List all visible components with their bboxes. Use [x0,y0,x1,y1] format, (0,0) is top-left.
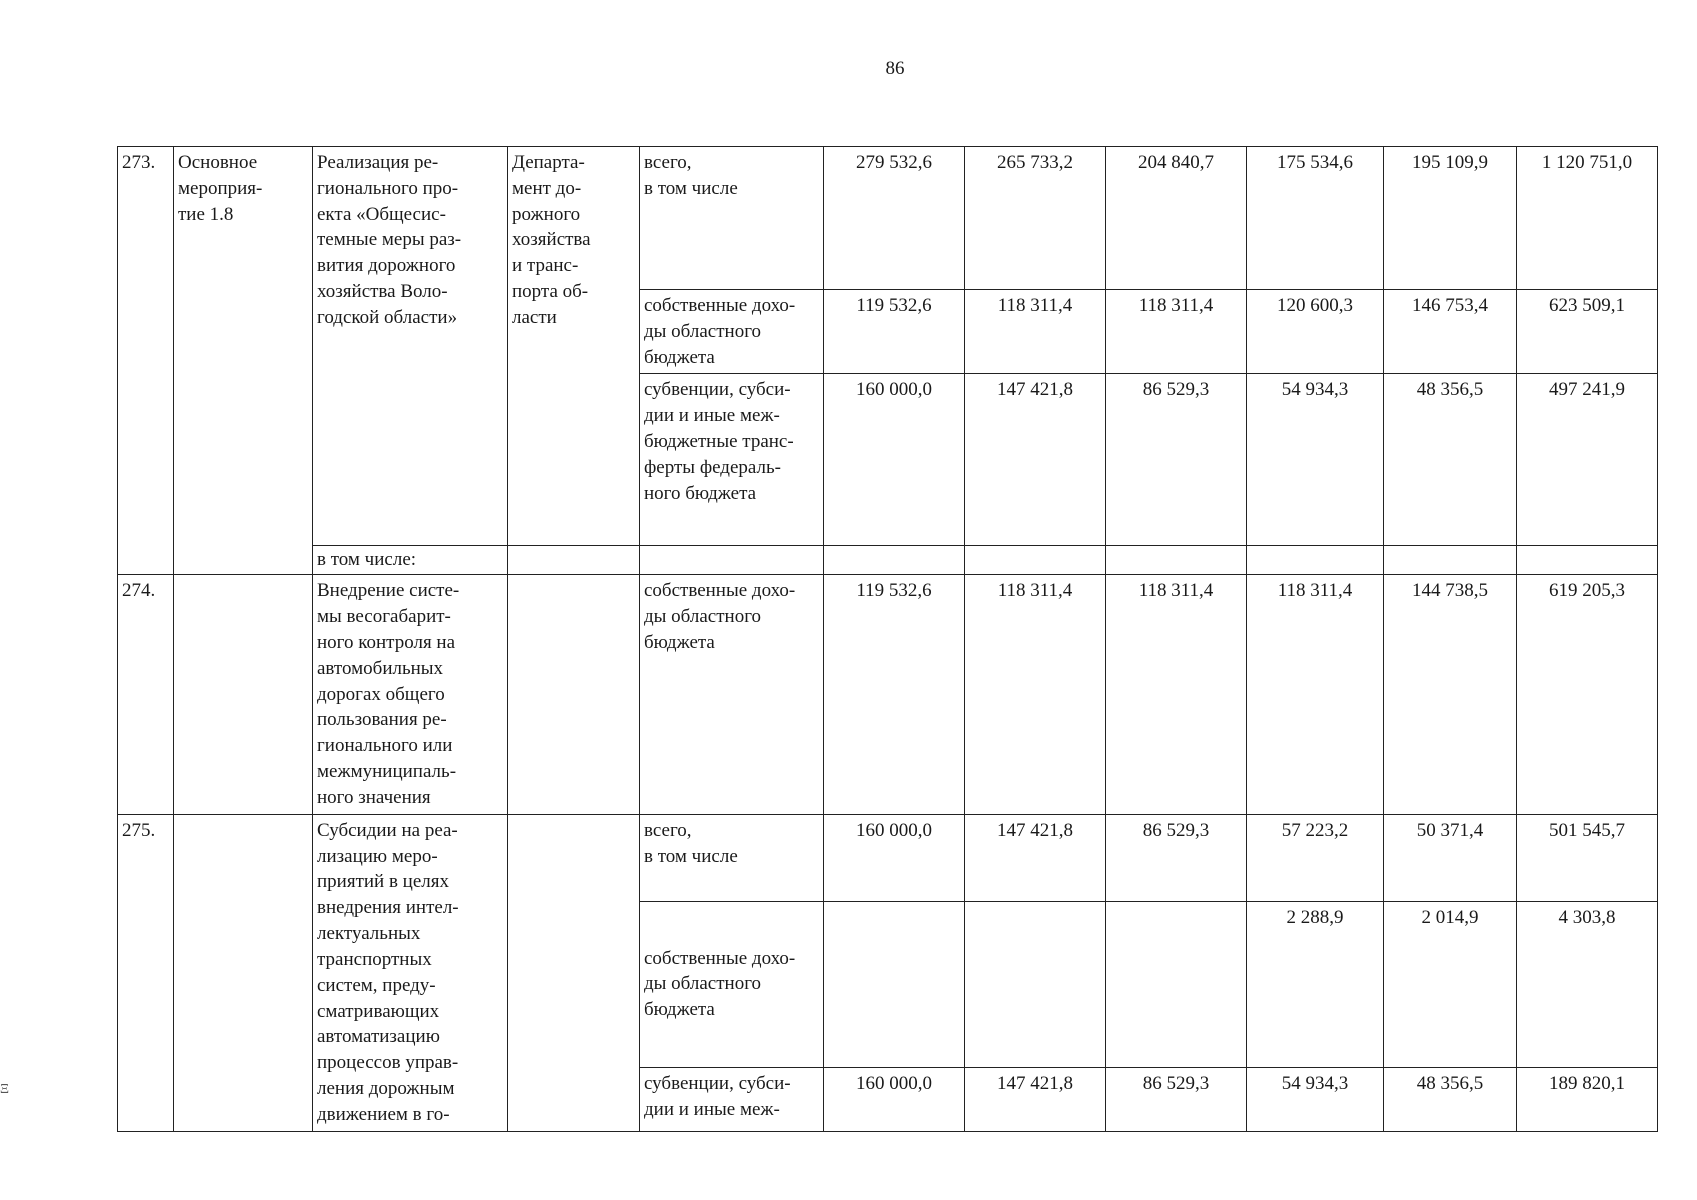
executor [508,814,640,1131]
value-cell: 279 532,6 [824,147,965,290]
value-cell: 204 840,7 [1106,147,1247,290]
row-number: 273. [118,147,174,575]
section-note: в том числе: [313,546,508,575]
value-cell: 118 311,4 [1106,290,1247,374]
value-cell: 54 934,3 [1247,374,1384,546]
row-number: 275. [118,814,174,1131]
value-cell: 86 529,3 [1106,1068,1247,1132]
value-cell: 265 733,2 [965,147,1106,290]
value-cell-total: 189 820,1 [1517,1068,1658,1132]
margin-mark: Ξ [0,1082,10,1097]
table-row [118,814,1658,901]
value-cell: 118 311,4 [1247,575,1384,814]
table-row [118,546,1658,575]
empty-cell [1247,546,1384,575]
empty-cell [1517,546,1658,575]
value-cell: 147 421,8 [965,374,1106,546]
table-row [118,575,1658,814]
value-cell [824,901,965,1068]
value-cell: 160 000,0 [824,1068,965,1132]
executor: Департа- мент до- рожного хозяйства и транс- порта об- ласти [508,147,640,546]
value-cell [965,901,1106,1068]
value-cell: 118 311,4 [965,290,1106,374]
table-row [118,147,1658,290]
funding-source: собственные дохо- ды областного бюджета [640,575,824,814]
value-cell: 86 529,3 [1106,814,1247,901]
value-cell: 48 356,5 [1384,374,1517,546]
measure-type: Основное мероприя- тие 1.8 [174,147,313,575]
value-cell: 119 532,6 [824,575,965,814]
value-cell: 2 288,9 [1247,901,1384,1068]
measure-type [174,575,313,814]
executor [508,575,640,814]
funding-source: всего, в том числе [640,814,824,901]
value-cell [1106,901,1247,1068]
measure-type [174,814,313,1131]
budget-table [117,146,1658,1132]
funding-source: собственные дохо- ды областного бюджета [640,901,824,1068]
funding-source: всего, в том числе [640,147,824,290]
value-cell: 2 014,9 [1384,901,1517,1068]
page-number: 86 [885,58,905,79]
empty-cell [1384,546,1517,575]
value-cell: 144 738,5 [1384,575,1517,814]
value-cell: 57 223,2 [1247,814,1384,901]
value-cell: 146 753,4 [1384,290,1517,374]
value-cell-total: 501 545,7 [1517,814,1658,901]
empty-cell [508,546,640,575]
value-cell: 147 421,8 [965,814,1106,901]
value-cell: 175 534,6 [1247,147,1384,290]
funding-source: субвенции, субси- дии и иные меж- бюджетные транс- ферты федераль- ного бюджета [640,374,824,546]
value-cell: 54 934,3 [1247,1068,1384,1132]
value-cell-total: 4 303,8 [1517,901,1658,1068]
value-cell: 120 600,3 [1247,290,1384,374]
value-cell: 160 000,0 [824,814,965,901]
funding-source: субвенции, субси- дии и иные меж- [640,1068,824,1132]
value-cell: 147 421,8 [965,1068,1106,1132]
empty-cell [1106,546,1247,575]
value-cell-total: 619 205,3 [1517,575,1658,814]
row-number: 274. [118,575,174,814]
funding-source: собственные дохо- ды областного бюджета [640,290,824,374]
measure-name: Реализация ре- гионального про- екта «Общесис- темные меры раз- вития дорожного хозяйства Воло- годской области» [313,147,508,546]
measure-name: Внедрение систе- мы весогабарит- ного контроля на автомобильных дорогах общего пользования ре- гионального или межмуниципаль- ного значения [313,575,508,814]
value-cell: 195 109,9 [1384,147,1517,290]
value-cell: 119 532,6 [824,290,965,374]
value-cell: 160 000,0 [824,374,965,546]
empty-cell [640,546,824,575]
value-cell: 50 371,4 [1384,814,1517,901]
value-cell-total: 623 509,1 [1517,290,1658,374]
value-cell: 118 311,4 [965,575,1106,814]
value-cell: 86 529,3 [1106,374,1247,546]
empty-cell [824,546,965,575]
empty-cell [965,546,1106,575]
value-cell: 48 356,5 [1384,1068,1517,1132]
measure-name: Субсидии на реа- лизацию меро- приятий в целях внедрения интел- лектуальных транспортных систем, преду- сматривающих автоматизацию процессов управ- ления дорожным движением в го- [313,814,508,1131]
value-cell-total: 1 120 751,0 [1517,147,1658,290]
value-cell-total: 497 241,9 [1517,374,1658,546]
value-cell: 118 311,4 [1106,575,1247,814]
